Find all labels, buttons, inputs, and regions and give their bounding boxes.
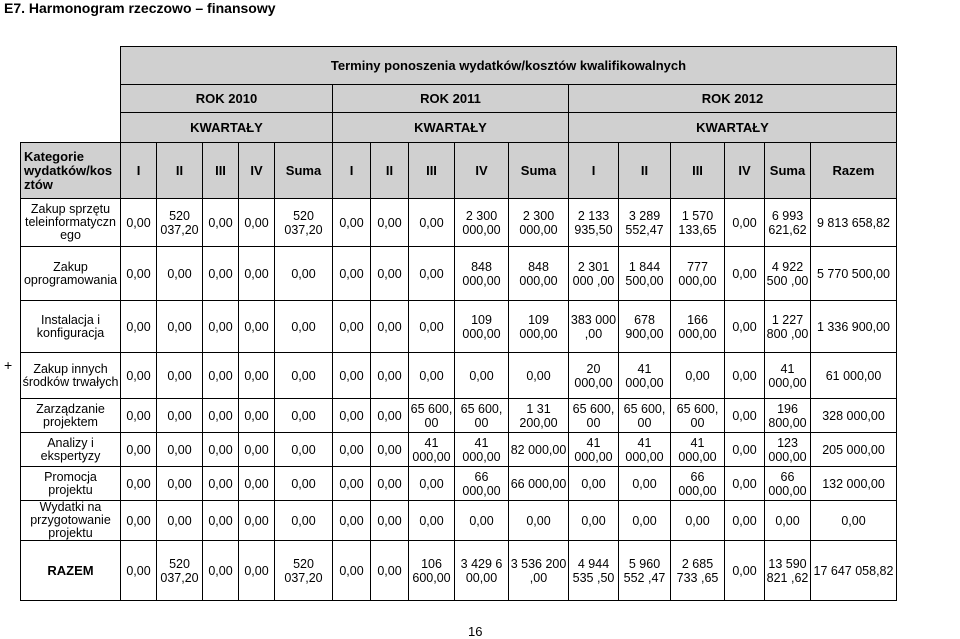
quarters-header: KWARTAŁY bbox=[333, 113, 569, 143]
column-label: III bbox=[671, 143, 725, 199]
value-cell: 0,00 bbox=[203, 301, 239, 353]
value-cell: 0,00 bbox=[811, 501, 897, 541]
total-value-cell: 0,00 bbox=[725, 541, 765, 601]
value-cell: 0,00 bbox=[509, 501, 569, 541]
value-cell: 0,00 bbox=[157, 301, 203, 353]
value-cell: 0,00 bbox=[333, 467, 371, 501]
value-cell: 0,00 bbox=[409, 353, 455, 399]
value-cell: 0,00 bbox=[371, 247, 409, 301]
value-cell: 0,00 bbox=[239, 199, 275, 247]
value-cell: 9 813 658,82 bbox=[811, 199, 897, 247]
schedule-header: Terminy ponoszenia wydatków/kosztów kwalifikowalnych bbox=[121, 47, 897, 85]
value-cell: 0,00 bbox=[121, 399, 157, 433]
value-cell: 0,00 bbox=[371, 433, 409, 467]
category-cell: Wydatki na przygotowanie projektu bbox=[21, 501, 121, 541]
header-empty-cell bbox=[21, 85, 121, 113]
value-cell: 0,00 bbox=[157, 433, 203, 467]
value-cell: 0,00 bbox=[275, 247, 333, 301]
table-row bbox=[21, 501, 897, 541]
value-cell: 41 000,00 bbox=[671, 433, 725, 467]
value-cell: 777 000,00 bbox=[671, 247, 725, 301]
value-cell: 0,00 bbox=[203, 199, 239, 247]
value-cell: 0,00 bbox=[121, 247, 157, 301]
value-cell: 0,00 bbox=[239, 501, 275, 541]
value-cell: 0,00 bbox=[409, 501, 455, 541]
value-cell: 0,00 bbox=[121, 501, 157, 541]
value-cell: 0,00 bbox=[121, 199, 157, 247]
value-cell: 82 000,00 bbox=[509, 433, 569, 467]
value-cell: 0,00 bbox=[239, 433, 275, 467]
value-cell: 0,00 bbox=[371, 301, 409, 353]
column-label: IV bbox=[455, 143, 509, 199]
value-cell: 66 000,00 bbox=[765, 467, 811, 501]
total-value-cell: 2 685 733 ,65 bbox=[671, 541, 725, 601]
value-cell: 0,00 bbox=[333, 199, 371, 247]
category-cell: Zakup innych środków trwałych bbox=[21, 353, 121, 399]
value-cell: 0,00 bbox=[203, 433, 239, 467]
total-value-cell: 0,00 bbox=[239, 541, 275, 601]
value-cell: 5 770 500,00 bbox=[811, 247, 897, 301]
value-cell: 66 000,00 bbox=[671, 467, 725, 501]
total-value-cell: 4 944 535 ,50 bbox=[569, 541, 619, 601]
value-cell: 0,00 bbox=[371, 199, 409, 247]
value-cell: 41 000,00 bbox=[569, 433, 619, 467]
value-cell: 41 000,00 bbox=[765, 353, 811, 399]
value-cell: 0,00 bbox=[239, 247, 275, 301]
value-cell: 0,00 bbox=[275, 301, 333, 353]
value-cell: 0,00 bbox=[619, 501, 671, 541]
column-label: I bbox=[333, 143, 371, 199]
table-row bbox=[21, 353, 897, 399]
value-cell: 0,00 bbox=[333, 501, 371, 541]
column-label: III bbox=[203, 143, 239, 199]
value-cell: 0,00 bbox=[121, 301, 157, 353]
value-cell: 2 301 000 ,00 bbox=[569, 247, 619, 301]
column-label: IV bbox=[239, 143, 275, 199]
value-cell: 0,00 bbox=[409, 301, 455, 353]
header-empty-cell bbox=[21, 47, 121, 85]
value-cell: 0,00 bbox=[239, 399, 275, 433]
value-cell: 0,00 bbox=[333, 399, 371, 433]
value-cell: 0,00 bbox=[725, 467, 765, 501]
quarters-header: KWARTAŁY bbox=[121, 113, 333, 143]
value-cell: 1 31 200,00 bbox=[509, 399, 569, 433]
value-cell: 0,00 bbox=[725, 301, 765, 353]
document-title: E7. Harmonogram rzeczowo – finansowy bbox=[4, 0, 276, 16]
value-cell: 0,00 bbox=[509, 353, 569, 399]
value-cell: 0,00 bbox=[455, 501, 509, 541]
total-label: RAZEM bbox=[21, 541, 121, 601]
column-label: IV bbox=[725, 143, 765, 199]
value-cell: 0,00 bbox=[725, 433, 765, 467]
value-cell: 41 000,00 bbox=[619, 433, 671, 467]
value-cell: 0,00 bbox=[203, 399, 239, 433]
value-cell: 4 922 500 ,00 bbox=[765, 247, 811, 301]
value-cell: 0,00 bbox=[157, 467, 203, 501]
value-cell: 0,00 bbox=[371, 399, 409, 433]
column-label: III bbox=[409, 143, 455, 199]
total-value-cell: 0,00 bbox=[203, 541, 239, 601]
value-cell: 0,00 bbox=[765, 501, 811, 541]
value-cell: 848 000,00 bbox=[455, 247, 509, 301]
value-cell: 0,00 bbox=[333, 247, 371, 301]
value-cell: 6 993 621,62 bbox=[765, 199, 811, 247]
value-cell: 383 000 ,00 bbox=[569, 301, 619, 353]
category-cell: Instalacja i konfiguracja bbox=[21, 301, 121, 353]
value-cell: 1 227 800 ,00 bbox=[765, 301, 811, 353]
year-header-2010: ROK 2010 bbox=[121, 85, 333, 113]
value-cell: 0,00 bbox=[275, 501, 333, 541]
value-cell: 65 600, 00 bbox=[569, 399, 619, 433]
category-cell: Zakup oprogramowania bbox=[21, 247, 121, 301]
value-cell: 0,00 bbox=[121, 353, 157, 399]
value-cell: 0,00 bbox=[275, 353, 333, 399]
value-cell: 0,00 bbox=[275, 433, 333, 467]
value-cell: 2 133 935,50 bbox=[569, 199, 619, 247]
value-cell: 0,00 bbox=[239, 353, 275, 399]
column-label: I bbox=[121, 143, 157, 199]
value-cell: 65 600, 00 bbox=[455, 399, 509, 433]
value-cell: 328 000,00 bbox=[811, 399, 897, 433]
value-cell: 0,00 bbox=[725, 199, 765, 247]
value-cell: 1 570 133,65 bbox=[671, 199, 725, 247]
category-cell: Zakup sprzętu teleinformatyczn ego bbox=[21, 199, 121, 247]
value-cell: 0,00 bbox=[157, 247, 203, 301]
table-row bbox=[21, 399, 897, 433]
column-label: I bbox=[569, 143, 619, 199]
value-cell: 678 900,00 bbox=[619, 301, 671, 353]
total-value-cell: 106 600,00 bbox=[409, 541, 455, 601]
value-cell: 1 336 900,00 bbox=[811, 301, 897, 353]
value-cell: 0,00 bbox=[157, 353, 203, 399]
total-value-cell: 0,00 bbox=[333, 541, 371, 601]
value-cell: 196 800,00 bbox=[765, 399, 811, 433]
value-cell: 0,00 bbox=[157, 501, 203, 541]
value-cell: 0,00 bbox=[157, 399, 203, 433]
value-cell: 0,00 bbox=[671, 501, 725, 541]
value-cell: 205 000,00 bbox=[811, 433, 897, 467]
value-cell: 0,00 bbox=[725, 399, 765, 433]
value-cell: 0,00 bbox=[333, 353, 371, 399]
category-cell: Zarządzanie projektem bbox=[21, 399, 121, 433]
value-cell: 0,00 bbox=[333, 433, 371, 467]
total-value-cell: 13 590 821 ,62 bbox=[765, 541, 811, 601]
value-cell: 65 600, 00 bbox=[409, 399, 455, 433]
value-cell: 0,00 bbox=[371, 353, 409, 399]
value-cell: 166 000,00 bbox=[671, 301, 725, 353]
value-cell: 0,00 bbox=[569, 501, 619, 541]
column-label: Razem bbox=[811, 143, 897, 199]
value-cell: 520 037,20 bbox=[157, 199, 203, 247]
value-cell: 0,00 bbox=[671, 353, 725, 399]
value-cell: 0,00 bbox=[239, 467, 275, 501]
table-row bbox=[21, 199, 897, 247]
value-cell: 0,00 bbox=[239, 301, 275, 353]
value-cell: 0,00 bbox=[725, 501, 765, 541]
total-value-cell: 0,00 bbox=[371, 541, 409, 601]
value-cell: 0,00 bbox=[409, 247, 455, 301]
year-header-2012: ROK 2012 bbox=[569, 85, 897, 113]
value-cell: 0,00 bbox=[203, 501, 239, 541]
total-value-cell: 5 960 552 ,47 bbox=[619, 541, 671, 601]
value-cell: 0,00 bbox=[275, 467, 333, 501]
total-value-cell: 3 536 200 ,00 bbox=[509, 541, 569, 601]
total-value-cell: 17 647 058,82 bbox=[811, 541, 897, 601]
value-cell: 109 000,00 bbox=[455, 301, 509, 353]
value-cell: 61 000,00 bbox=[811, 353, 897, 399]
total-row bbox=[21, 541, 897, 601]
value-cell: 3 289 552,47 bbox=[619, 199, 671, 247]
value-cell: 848 000,00 bbox=[509, 247, 569, 301]
total-value-cell: 520 037,20 bbox=[157, 541, 203, 601]
value-cell: 109 000,00 bbox=[509, 301, 569, 353]
value-cell: 0,00 bbox=[203, 467, 239, 501]
column-label: Suma bbox=[765, 143, 811, 199]
total-value-cell: 3 429 6 00,00 bbox=[455, 541, 509, 601]
value-cell: 0,00 bbox=[619, 467, 671, 501]
category-cell: Analizy i ekspertyzy bbox=[21, 433, 121, 467]
column-label: Suma bbox=[275, 143, 333, 199]
value-cell: 2 300 000,00 bbox=[509, 199, 569, 247]
value-cell: 0,00 bbox=[409, 467, 455, 501]
value-cell: 0,00 bbox=[121, 467, 157, 501]
year-header-2011: ROK 2011 bbox=[333, 85, 569, 113]
value-cell: 41 000,00 bbox=[455, 433, 509, 467]
value-cell: 41 000,00 bbox=[409, 433, 455, 467]
value-cell: 20 000,00 bbox=[569, 353, 619, 399]
schedule-table bbox=[20, 46, 897, 601]
value-cell: 520 037,20 bbox=[275, 199, 333, 247]
value-cell: 2 300 000,00 bbox=[455, 199, 509, 247]
value-cell: 0,00 bbox=[203, 353, 239, 399]
value-cell: 0,00 bbox=[725, 353, 765, 399]
value-cell: 0,00 bbox=[333, 301, 371, 353]
value-cell: 66 000,00 bbox=[455, 467, 509, 501]
value-cell: 123 000,00 bbox=[765, 433, 811, 467]
value-cell: 0,00 bbox=[121, 433, 157, 467]
value-cell: 0,00 bbox=[725, 247, 765, 301]
total-value-cell: 520 037,20 bbox=[275, 541, 333, 601]
value-cell: 66 000,00 bbox=[509, 467, 569, 501]
value-cell: 0,00 bbox=[455, 353, 509, 399]
table-row bbox=[21, 467, 897, 501]
table-row bbox=[21, 301, 897, 353]
value-cell: 0,00 bbox=[409, 199, 455, 247]
value-cell: 41 000,00 bbox=[619, 353, 671, 399]
category-cell: Promocja projektu bbox=[21, 467, 121, 501]
value-cell: 1 844 500,00 bbox=[619, 247, 671, 301]
table-row bbox=[21, 247, 897, 301]
value-cell: 65 600, 00 bbox=[671, 399, 725, 433]
value-cell: 0,00 bbox=[371, 501, 409, 541]
value-cell: 0,00 bbox=[275, 399, 333, 433]
quarters-header: KWARTAŁY bbox=[569, 113, 897, 143]
value-cell: 65 600, 00 bbox=[619, 399, 671, 433]
value-cell: 0,00 bbox=[203, 247, 239, 301]
column-label: Suma bbox=[509, 143, 569, 199]
column-label: II bbox=[371, 143, 409, 199]
plus-marker: + bbox=[4, 357, 13, 373]
column-label: II bbox=[619, 143, 671, 199]
value-cell: 0,00 bbox=[569, 467, 619, 501]
column-label: II bbox=[157, 143, 203, 199]
category-header: Kategorie wydatków/kos ztów bbox=[21, 143, 121, 199]
table-row bbox=[21, 433, 897, 467]
header-empty-cell bbox=[21, 113, 121, 143]
value-cell: 132 000,00 bbox=[811, 467, 897, 501]
value-cell: 0,00 bbox=[371, 467, 409, 501]
page-number: 16 bbox=[468, 624, 483, 639]
total-value-cell: 0,00 bbox=[121, 541, 157, 601]
